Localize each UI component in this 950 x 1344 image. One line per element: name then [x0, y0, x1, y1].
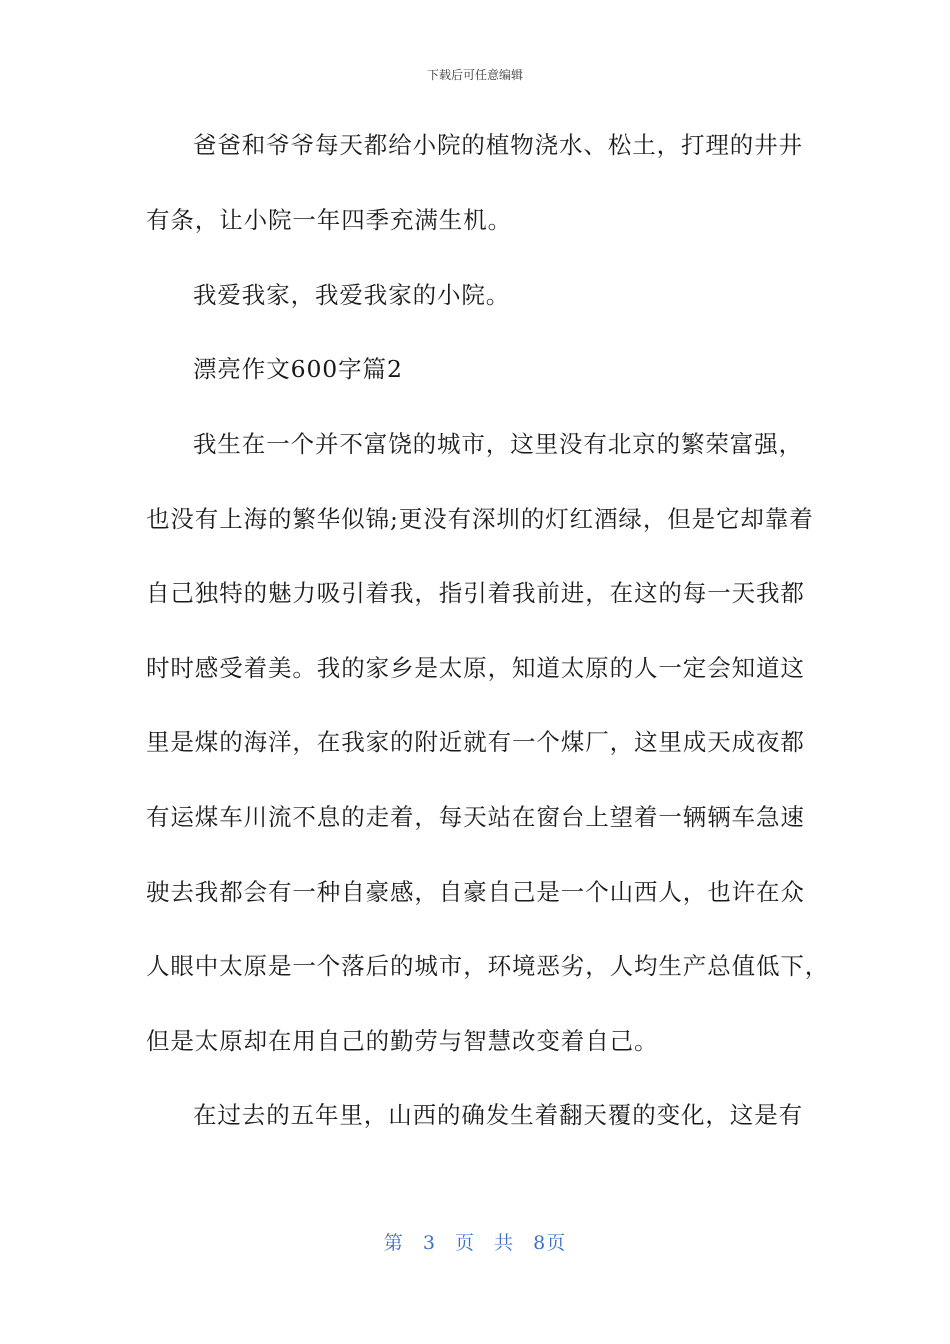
body-line-12: 人眼中太原是一个落后的城市，环境恶劣，人均生产总值低下，	[146, 952, 830, 980]
body-line-6: 也没有上海的繁华似锦;更没有深圳的灯红酒绿，但是它却靠着	[146, 505, 814, 533]
body-line-14: 在过去的五年里，山西的确发生着翻天覆的变化，这是有	[193, 1101, 803, 1129]
footer-word-di: 第	[383, 1232, 404, 1254]
footer-word-ye: 页	[454, 1232, 475, 1254]
body-line-8: 时时感受着美。我的家乡是太原，知道太原的人一定会知道这	[146, 654, 805, 682]
body-line-2: 有条，让小院一年四季充满生机。	[146, 206, 512, 234]
body-line-10: 有运煤车川流不息的走着，每天站在窗台上望着一辆辆车急速	[146, 803, 805, 831]
section-heading: 漂亮作文600字篇2	[193, 355, 403, 383]
body-line-1: 爸爸和爷爷每天都给小院的植物浇水、松土，打理的井井	[193, 131, 803, 159]
body-line-3: 我爱我家，我爱我家的小院。	[193, 281, 511, 309]
body-line-7: 自己独特的魅力吸引着我，指引着我前进，在这的每一天我都	[146, 579, 805, 607]
page-header-note: 下载后可任意编辑	[426, 68, 523, 82]
page-footer	[0, 1228, 950, 1255]
footer-current-page: 3	[422, 1232, 436, 1254]
body-line-11: 驶去我都会有一种自豪感，自豪自己是一个山西人，也许在众	[146, 878, 805, 906]
footer-word-gong: 共	[494, 1232, 515, 1254]
footer-total-pages: 8页	[533, 1232, 567, 1254]
body-line-5: 我生在一个并不富饶的城市，这里没有北京的繁荣富强，	[193, 430, 803, 458]
body-line-9: 里是煤的海洋，在我家的附近就有一个煤厂，这里成天成夜都	[146, 728, 805, 756]
body-line-13: 但是太原却在用自己的勤劳与智慧改变着自己。	[146, 1027, 659, 1055]
